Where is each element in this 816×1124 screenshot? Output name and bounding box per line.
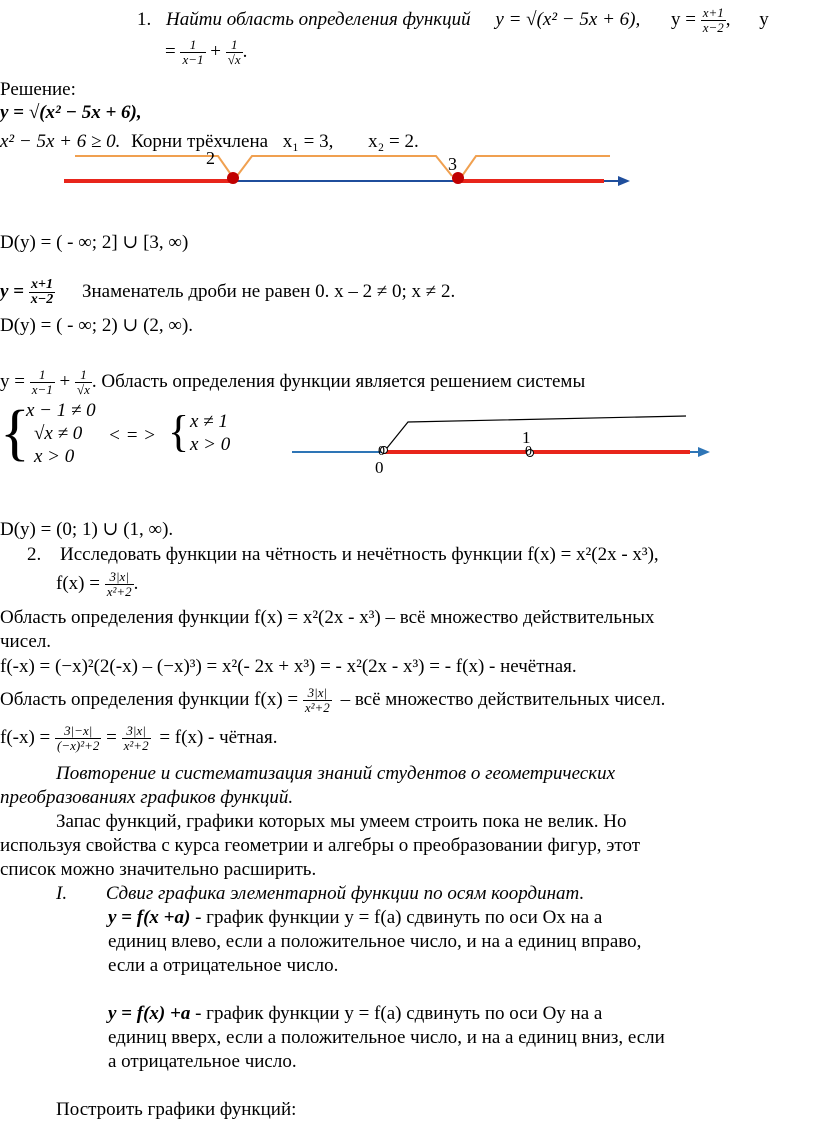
task2-line2 [56, 570, 138, 599]
solution-f3-plus: + [59, 370, 71, 392]
axis1-label-2: 2 [206, 148, 215, 168]
section1-title: Сдвиг графика элементарной функции по осям координат. [105, 883, 585, 904]
task2-line-e [0, 724, 277, 753]
rule2-text1: - график функции y = f(a) сдвинуть по оси Oy на a [190, 1003, 603, 1024]
solution-label: Решение: [0, 79, 76, 100]
task2-f2-prefix: f(x) = [56, 572, 100, 594]
task2-line-b: чисел. [0, 631, 52, 652]
system1-a: x − 1 ≠ 0 [26, 400, 96, 421]
solution-f2-line [0, 278, 455, 307]
axis1-hatch-mid [237, 156, 452, 176]
section1-heading [56, 882, 584, 906]
solution-f1: y = √(x² − 5x + 6), [0, 102, 142, 123]
solution-f3-note: . Область определения функции является решением системы [91, 370, 586, 392]
rule1-line1 [108, 906, 602, 930]
system1-c: x > 0 [34, 446, 75, 467]
system2-b: x > 0 [190, 434, 231, 455]
solution-roots-text: Корни трёхчлена [131, 131, 269, 152]
solution-f3-frac2: $\frac{1}{√x}$ [76, 367, 90, 397]
system2-a: x ≠ 1 [190, 411, 228, 432]
rule1-line3: если a отрицательное число. [108, 955, 339, 976]
axis1-label-3: 3 [448, 154, 457, 174]
solution-root1: x₁ = 3, [282, 131, 334, 152]
task2-line-e-frac1: $\frac{3|-x|}{\text{(−x)²+2}}$ [57, 723, 100, 753]
solution-ineq: x² − 5x + 6 ≥ 0. [0, 131, 121, 152]
task2-line-d-frac: $\frac{3|x|}{\text{x²+2}}$ [304, 685, 330, 715]
axis2-hatch [387, 416, 686, 448]
axis2-label-zero-top: 0 [378, 444, 385, 459]
task1-title: Найти область определения функций [166, 8, 471, 30]
review-heading-1: Повторение и систематизация знаний студентов о геометрических [56, 763, 616, 784]
rule2-formula: y = f(x) +a [108, 1003, 191, 1024]
rule2-line3: a отрицательное число. [108, 1051, 297, 1072]
task1-f3-end: . [242, 40, 248, 62]
task2-line-a: Область определения функции f(x) = x²(2x - x³) – всё множество действительных [0, 607, 655, 628]
rule2-line1 [108, 1002, 602, 1026]
solution-domain3: D(y) = (0; 1) ∪ (1, ∞). [0, 519, 174, 540]
review-p1: Запас функций, графики которых мы умеем строить пока не велик. Но [56, 811, 627, 832]
task2-line-e-suffix: = f(x) - чётная. [159, 726, 278, 748]
section1-number: I. [56, 883, 68, 904]
solution-f3-frac1: $\frac{1}{x-1}$ [31, 367, 53, 397]
review-p2: используя свойства с курса геометрии и алгебры о преобразовании фигур, этот [0, 835, 640, 856]
review-p3: список можно значительно расширить. [0, 859, 317, 880]
task1-f3-eq: = [165, 40, 176, 62]
system1 [26, 399, 96, 468]
task2-line-d-prefix: Область определения функции f(x) = [0, 688, 299, 710]
solution-f2-note: Знаменатель дроби не равен 0. x – 2 ≠ 0; x ≠ 2. [82, 280, 456, 302]
solution-f3-line [0, 368, 585, 397]
final-line: Построить графики функций: [56, 1099, 297, 1120]
task2-line-e-frac2: $\frac{3|x|}{\text{x²+2}}$ [123, 723, 149, 753]
axis1-arrow [618, 176, 630, 186]
solution-domain2: D(y) = ( - ∞; 2) ∪ (2, ∞). [0, 315, 194, 336]
rule1-line2: единиц влево, если a положительное число, и на a единиц вправо, [108, 931, 642, 952]
task2-line-c: f(-x) = (−x)²(2(-x) – (−x)³) = x²(- 2x + x³) = - x²(2x - x³) = - f(x) - нечётная. [0, 656, 577, 677]
task2-line1 [27, 543, 659, 567]
task1-f1: y = √(x² − 5x + 6), [495, 8, 641, 30]
task2-f2-end: . [133, 572, 139, 594]
system-equiv: < = > [108, 425, 156, 446]
task1-f3-frac1: $\frac{1}{x-1}$ [182, 37, 204, 67]
solution-root2: x₂ = 2. [368, 131, 419, 152]
system2-brace: { [168, 407, 190, 456]
solution-f2-frac: $\frac{x+1}{x-2}$ [30, 277, 54, 307]
task2-line-e-eq: = [106, 726, 117, 748]
rule1-text1: - график функции y = f(a) сдвинуть по оси Ox на a [190, 907, 603, 928]
axis2-arrow [698, 447, 710, 457]
task2-line-d [0, 686, 665, 715]
task1-f2-frac: $\frac{x+1}{x-2}$ [702, 5, 724, 35]
task1-f3-prefix: y [759, 8, 769, 30]
system1-brace: { [0, 399, 30, 467]
task2-text: Исследовать функции на чётность и нечётность функции f(x) = x²(2x - x³), [60, 544, 659, 565]
task2-number: 2. [27, 544, 42, 565]
review-heading-2: преобразованиях графиков функций. [0, 787, 294, 808]
task2-f2-frac: $\frac{3|x|}{\text{x²+2}}$ [106, 569, 132, 599]
rule2-line2: единиц вверх, если a положительное число, и на a единиц вниз, если [108, 1027, 665, 1048]
task1-f3-frac2: $\frac{1}{√x}$ [227, 37, 241, 67]
task1-f3-plus: + [210, 40, 221, 62]
task1-f2-suffix: , [725, 8, 731, 30]
solution-f2-prefix: y = [0, 280, 25, 302]
axis2-label-zero-mid: 0 [525, 444, 532, 459]
solution-domain1: D(y) = ( - ∞; 2] ∪ [3, ∞) [0, 232, 189, 253]
axis1-hatch-right [462, 156, 610, 176]
axis1-point-2 [227, 172, 239, 184]
rule1-formula: y = f(x +a) [108, 907, 191, 928]
system1-b: √x ≠ 0 [34, 423, 83, 444]
system2 [190, 410, 230, 456]
task1-f2-prefix: y = [670, 8, 696, 30]
task1-number: 1. [137, 8, 152, 30]
solution-f3-prefix: y = [0, 370, 25, 392]
axis2-label-1: 1 [522, 428, 531, 447]
task2-line-d-suffix: – всё множество действительных чисел. [340, 688, 666, 710]
task2-line-e-prefix: f(-x) = [0, 726, 51, 748]
axis2-label-zero-bottom: 0 [375, 458, 384, 477]
